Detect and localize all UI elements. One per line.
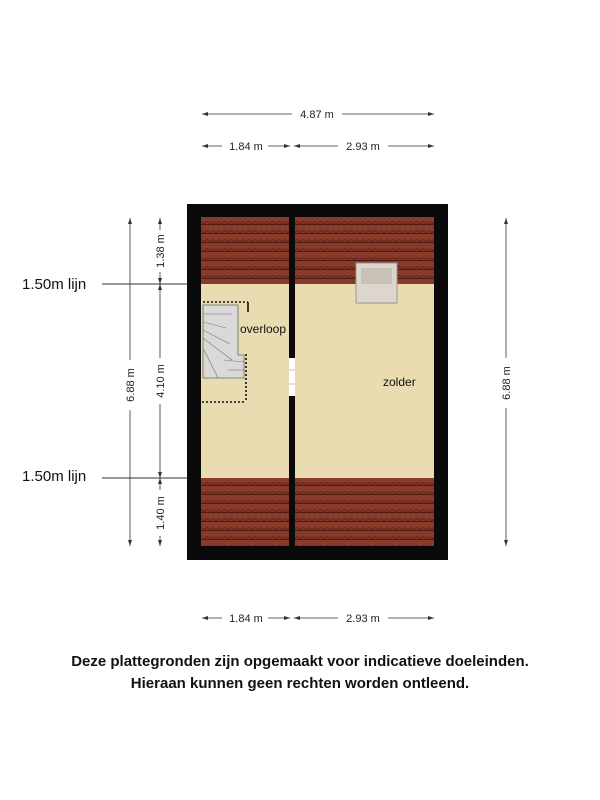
dimension-right-total: [498, 218, 514, 546]
dimension-top-total: [202, 106, 434, 122]
dimension-bottom-right: [294, 610, 434, 626]
dimension-top-total-label: 4.87 m: [300, 109, 334, 121]
dimension-left-total-label: 6.88 m: [125, 368, 137, 402]
dimension-top-right-label: 2.93 m: [346, 141, 380, 153]
height-line-lower-label: 1.50m lijn: [22, 468, 87, 485]
roof-top-left: [201, 217, 289, 284]
roof-bottom-right: [295, 478, 434, 546]
dimension-bottom-right-label: 2.93 m: [346, 613, 380, 625]
room-label-zolder: zolder: [383, 375, 416, 389]
door-opening: [289, 358, 295, 396]
dimension-bottom-left-label: 1.84 m: [229, 613, 263, 625]
dimension-left-total: [122, 218, 138, 546]
roof-bottom-left: [201, 478, 289, 546]
disclaimer-line-2: Hieraan kunnen geen rechten worden ontleend.: [130, 675, 470, 692]
dimension-left-mid-label: 4.10 m: [155, 364, 167, 398]
height-line-lower: [22, 468, 200, 485]
height-line-upper-label: 1.50m lijn: [22, 276, 87, 293]
dimension-left-top-label: 1.38 m: [155, 234, 167, 268]
disclaimer-line-1: Deze plattegronden zijn opgemaakt voor indicatieve doeleinden.: [71, 653, 529, 670]
dimension-top-left-label: 1.84 m: [229, 141, 263, 153]
dimension-left-bottom-label: 1.40 m: [155, 496, 167, 530]
room-label-overloop: overloop: [240, 322, 287, 336]
building: [187, 204, 448, 560]
dimension-top-left: [202, 138, 290, 154]
dimension-right-total-label: 6.88 m: [501, 366, 513, 400]
skylight: [356, 263, 397, 303]
dimension-top-right: [294, 138, 434, 154]
dimension-bottom-left: [202, 610, 290, 626]
dimension-left-segments: [152, 218, 168, 546]
height-line-upper: [22, 276, 200, 293]
